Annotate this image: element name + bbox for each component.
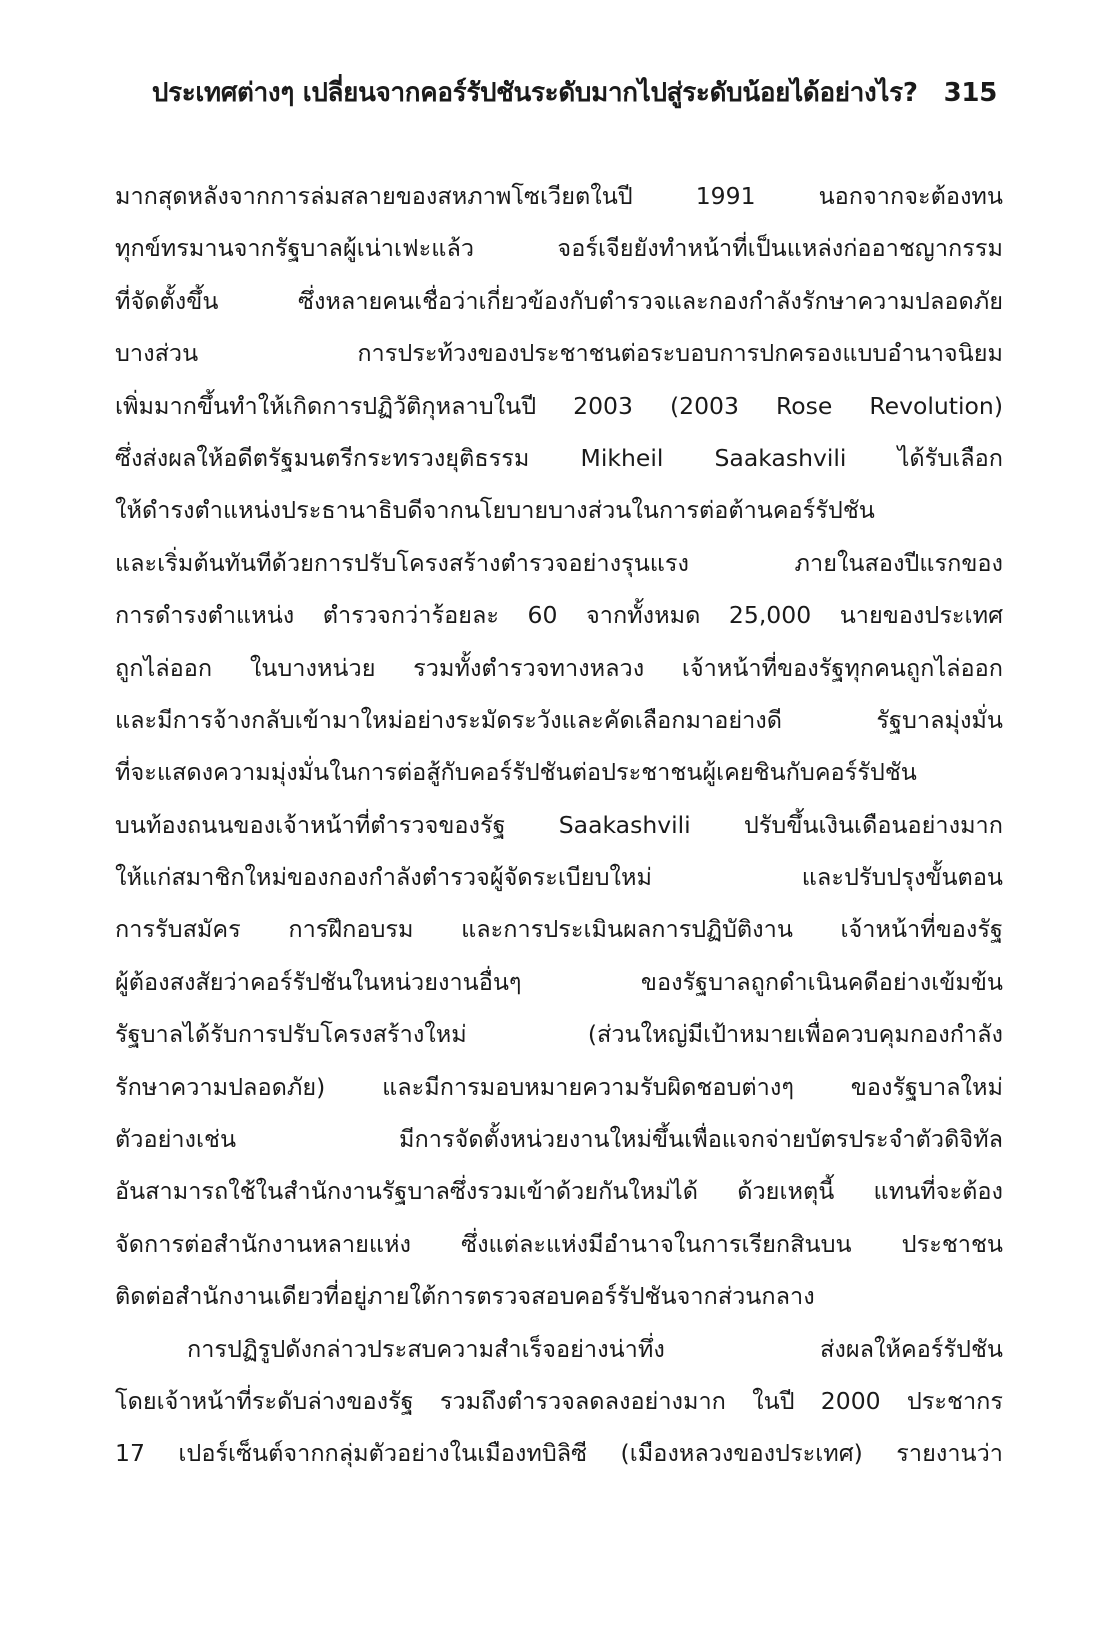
text-line: ให้แก่สมาชิกใหม่ของกองกำลังตำรวจผู้จัดระเบียบใหม่ และปรับปรุงขั้นตอน bbox=[115, 863, 1003, 892]
text-line: การดำรงตำแหน่ง ตำรวจกว่าร้อยละ 60 จากทั้งหมด 25,000 นายของประเทศ bbox=[115, 601, 1003, 630]
text-line: ผู้ต้องสงสัยว่าคอร์รัปชันในหน่วยงานอื่นๆ ของรัฐบาลถูกดำเนินคดีอย่างเข้มข้น bbox=[115, 967, 1003, 996]
text-line: การปฏิรูปดังกล่าวประสบความสำเร็จอย่างน่าทึ่ง ส่งผลให้คอร์รัปชัน bbox=[187, 1334, 1003, 1363]
text-line: มากสุดหลังจากการล่มสลายของสหภาพโซเวียตในปี 1991 นอกจากจะต้องทน bbox=[115, 182, 1003, 210]
text-line: รักษาความปลอดภัย) และมีการมอบหมายความรับผิดชอบต่างๆ ของรัฐบาลใหม่ bbox=[115, 1072, 1003, 1101]
text-line: การรับสมัคร การฝึกอบรม และการประเมินผลการปฏิบัติงาน เจ้าหน้าที่ของรัฐ bbox=[115, 915, 1003, 944]
text-line: ถูกไล่ออก ในบางหน่วย รวมทั้งตำรวจทางหลวง เจ้าหน้าที่ของรัฐทุกคนถูกไล่ออก bbox=[115, 653, 1003, 682]
text-line: ตัวอย่างเช่น มีการจัดตั้งหน่วยงานใหม่ขึ้นเพื่อแจกจ่ายบัตรประจำตัวดิจิทัล bbox=[115, 1125, 1003, 1154]
text-line: บนท้องถนนของเจ้าหน้าที่ตำรวจของรัฐ Saakashvili ปรับขึ้นเงินเดือนอย่างมาก bbox=[115, 810, 1003, 839]
text-line: ที่จัดตั้งขึ้น ซึ่งหลายคนเชื่อว่าเกี่ยวข้องกับตำรวจและกองกำลังรักษาความปลอดภัย bbox=[115, 286, 1003, 315]
running-header bbox=[150, 72, 997, 120]
text-line: ให้ดำรงตำแหน่งประธานาธิบดีจากนโยบายบางส่วนในการต่อต้านคอร์รัปชัน bbox=[115, 496, 875, 525]
text-line: ซึ่งส่งผลให้อดีตรัฐมนตรีกระทรวงยุติธรรม Mikheil Saakashvili ได้รับเลือก bbox=[115, 443, 1003, 472]
text-line: 17 เปอร์เซ็นต์จากกลุ่มตัวอย่างในเมืองทบิลิซี (เมืองหลวงของประเทศ) รายงานว่า bbox=[115, 1439, 1003, 1468]
chapter-title: ประเทศต่างๆ เปลี่ยนจากคอร์รัปชันระดับมากไปสู่ระดับน้อยได้อย่างไร? bbox=[151, 78, 918, 108]
text-line: จัดการต่อสำนักงานหลายแห่ง ซึ่งแต่ละแห่งมีอำนาจในการเรียกสินบน ประชาชน bbox=[115, 1229, 1003, 1258]
page-number: 315 bbox=[943, 78, 997, 108]
text-line: อันสามารถใช้ในสำนักงานรัฐบาลซึ่งรวมเข้าด้วยกันใหม่ได้ ด้วยเหตุนี้ แทนที่จะต้อง bbox=[115, 1177, 1003, 1206]
text-line: โดยเจ้าหน้าที่ระดับล่างของรัฐ รวมถึงตำรวจลดลงอย่างมาก ในปี 2000 ประชากร bbox=[115, 1386, 1003, 1415]
text-line: เพิ่มมากขึ้นทำให้เกิดการปฏิวัติกุหลาบในปี 2003 (2003 Rose Revolution) bbox=[115, 391, 1003, 420]
text-line: ทุกข์ทรมานจากรัฐบาลผู้เน่าเฟะแล้ว จอร์เจียยังทำหน้าที่เป็นแหล่งก่ออาชญากรรม bbox=[115, 234, 1003, 263]
text-line: และมีการจ้างกลับเข้ามาใหม่อย่างระมัดระวังและคัดเลือกมาอย่างดี รัฐบาลมุ่งมั่น bbox=[115, 705, 1003, 734]
text-line: บางส่วน การประท้วงของประชาชนต่อระบอบการปกครองแบบอำนาจนิยม bbox=[115, 339, 1003, 368]
text-line: รัฐบาลได้รับการปรับโครงสร้างใหม่ (ส่วนใหญ่มีเป้าหมายเพื่อควบคุมกองกำลัง bbox=[115, 1020, 1003, 1049]
body-text bbox=[115, 170, 1003, 1480]
text-line: และเริ่มต้นทันทีด้วยการปรับโครงสร้างตำรวจอย่างรุนแรง ภายในสองปีแรกของ bbox=[115, 548, 1003, 577]
text-line: ติดต่อสำนักงานเดียวที่อยู่ภายใต้การตรวจสอบคอร์รัปชันจากส่วนกลาง bbox=[115, 1282, 815, 1311]
text-line: ที่จะแสดงความมุ่งมั่นในการต่อสู้กับคอร์รัปชันต่อประชาชนผู้เคยชินกับคอร์รัปชัน bbox=[115, 758, 917, 787]
